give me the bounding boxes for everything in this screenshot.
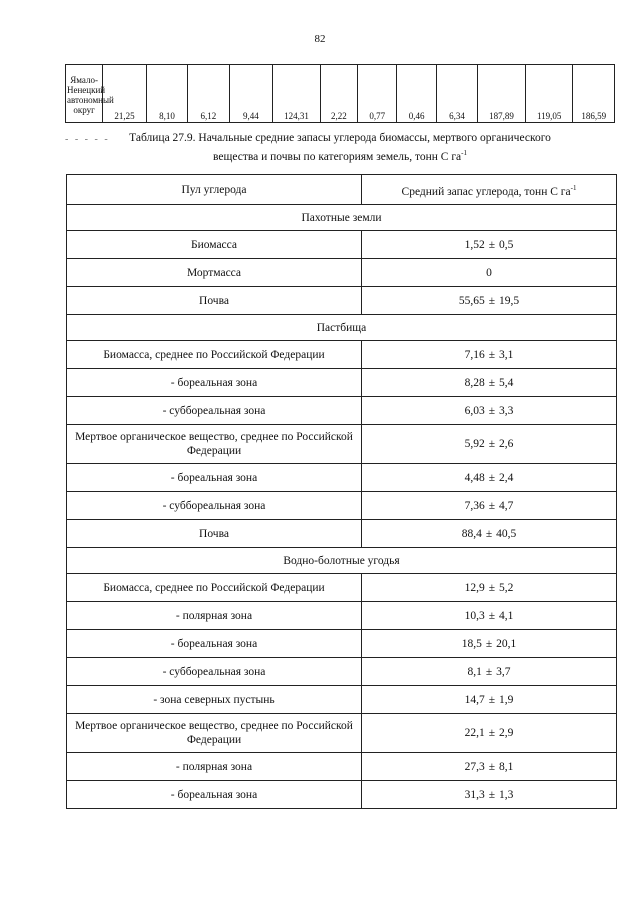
stock-value-cell: [362, 686, 617, 714]
table-row: [67, 602, 617, 630]
header-stock: [362, 175, 617, 205]
table-row: [67, 287, 617, 315]
table-row: [67, 492, 617, 520]
stock-value-cell: [362, 231, 617, 259]
table-cell: 0,46: [397, 65, 436, 123]
table-row: [67, 630, 617, 658]
plus-minus-sign: ±: [488, 348, 496, 361]
table-row: [66, 65, 615, 123]
table-cell: 119,05: [525, 65, 573, 123]
pool-label: Биомасса, среднее по Российской Федерации: [67, 574, 362, 602]
plus-minus-sign: ±: [488, 438, 496, 450]
table-cell: 6,34: [436, 65, 477, 123]
table-row: [67, 520, 617, 548]
table-cell: 124,31: [273, 65, 321, 123]
section-header-row: [67, 315, 617, 341]
table-cell: 2,22: [320, 65, 357, 123]
stock-error: 5,4: [499, 376, 514, 389]
section-header-row: [67, 548, 617, 574]
stock-value-cell: [362, 492, 617, 520]
header-pool: Пул углерода: [67, 175, 362, 205]
scan-artifact-dashes: - - - - -: [65, 134, 110, 145]
section-title: Пахотные земли: [67, 205, 617, 231]
stock-value: 10,3: [464, 609, 485, 622]
header-stock-text: Средний запас углерода, тонн С га: [401, 185, 571, 198]
pool-label: Мортмасса: [67, 259, 362, 287]
plus-minus-sign: ±: [488, 581, 496, 594]
stock-value: 4,48: [464, 471, 485, 484]
stock-value: 12,9: [464, 581, 485, 594]
table-cell: 0,77: [358, 65, 397, 123]
table-cell: 187,89: [478, 65, 526, 123]
stock-value-cell: [362, 341, 617, 369]
header-superscript: -1: [570, 183, 577, 192]
caption-line-2: [60, 146, 620, 165]
region-name: Ямало-Ненецкий автономный округ: [66, 65, 103, 123]
pool-label: - суббореальная зона: [67, 397, 362, 425]
stock-value-cell: [362, 464, 617, 492]
caption-line-2-text: вещества и почвы по категориям земель, тонн С га: [213, 150, 462, 163]
plus-minus-sign: ±: [488, 376, 496, 389]
table-row: [67, 369, 617, 397]
pool-label: Почва: [67, 287, 362, 315]
stock-value: 6,03: [464, 404, 485, 417]
pool-label: - бореальная зона: [67, 369, 362, 397]
table-cell: 21,25: [103, 65, 147, 123]
stock-value: 1,52: [464, 238, 485, 251]
table-row: [67, 341, 617, 369]
stock-value: 55,65: [458, 294, 485, 307]
stock-error: 2,4: [499, 471, 514, 484]
stock-value: 8,28: [464, 376, 485, 389]
stock-value-cell: [362, 714, 617, 753]
pool-label: Биомасса: [67, 231, 362, 259]
table-row: [67, 686, 617, 714]
stock-value: 31,3: [464, 788, 485, 801]
stock-error: 1,3: [499, 788, 514, 801]
table-body: [67, 175, 617, 809]
stock-value: 8,1: [467, 665, 482, 678]
pool-label: Почва: [67, 520, 362, 548]
stock-value: 27,3: [464, 760, 485, 773]
table-row: [67, 753, 617, 781]
table-row: [67, 231, 617, 259]
stock-value: 88,4: [461, 527, 482, 540]
pool-label: Мертвое органическое вещество, среднее по Российской Федерации: [67, 425, 362, 464]
stock-error: 40,5: [496, 527, 517, 540]
stock-value: 14,7: [464, 693, 485, 706]
stock-error: 8,1: [499, 760, 514, 773]
stock-value-cell: [362, 397, 617, 425]
stock-value: 7,16: [464, 348, 485, 361]
plus-minus-sign: ±: [488, 471, 496, 484]
table-cell: 8,10: [146, 65, 187, 123]
stock-error: 4,1: [499, 609, 514, 622]
stock-error: 3,1: [499, 348, 514, 361]
stock-value-cell: [362, 287, 617, 315]
stock-error: 4,7: [499, 499, 514, 512]
table-header-row: [67, 175, 617, 205]
stock-error: 2,6: [499, 438, 514, 450]
stock-value-cell: [362, 574, 617, 602]
stock-value-cell: [362, 259, 617, 287]
pool-label: - бореальная зона: [67, 781, 362, 809]
stock-error: 3,7: [496, 665, 511, 678]
stock-error: 20,1: [496, 637, 517, 650]
pool-label: - бореальная зона: [67, 630, 362, 658]
table-row: [67, 781, 617, 809]
stock-value-cell: [362, 425, 617, 464]
stock-value-cell: [362, 520, 617, 548]
plus-minus-sign: ±: [488, 609, 496, 622]
section-title: Водно-болотные угодья: [67, 548, 617, 574]
pool-label: Биомасса, среднее по Российской Федерации: [67, 341, 362, 369]
stock-value-cell: [362, 369, 617, 397]
plus-minus-sign: ±: [488, 238, 496, 251]
plus-minus-sign: ±: [485, 637, 493, 650]
table-cell: 186,59: [573, 65, 615, 123]
table-row: [67, 425, 617, 464]
stock-error: 3,3: [499, 404, 514, 417]
table-row: [67, 397, 617, 425]
page-number: 82: [314, 33, 326, 45]
plus-minus-sign: ±: [488, 727, 496, 739]
stock-value-cell: [362, 602, 617, 630]
stock-value: 18,5: [461, 637, 482, 650]
table-row: [67, 658, 617, 686]
stock-error: 1,9: [499, 693, 514, 706]
stock-error: 19,5: [499, 294, 520, 307]
caption-line-1: Таблица 27.9. Начальные средние запасы углерода биомассы, мертвого органического: [129, 132, 551, 144]
table-row: [67, 574, 617, 602]
stock-error: 2,9: [499, 727, 514, 739]
table-cell: 9,44: [229, 65, 273, 123]
plus-minus-sign: ±: [485, 665, 493, 678]
stock-error: 0,5: [499, 238, 514, 251]
table-row: [67, 464, 617, 492]
stock-value-cell: [362, 753, 617, 781]
plus-minus-sign: ±: [488, 404, 496, 417]
plus-minus-sign: ±: [488, 499, 496, 512]
pool-label: Мертвое органическое вещество, среднее по Российской Федерации: [67, 714, 362, 753]
stock-value: 0: [486, 266, 492, 279]
stock-value-cell: [362, 658, 617, 686]
stock-value: 22,1: [464, 727, 485, 739]
table-caption: [60, 131, 620, 165]
carbon-stock-table: [66, 174, 617, 809]
table-row: [67, 714, 617, 753]
plus-minus-sign: ±: [488, 760, 496, 773]
stock-error: 5,2: [499, 581, 514, 594]
plus-minus-sign: ±: [488, 693, 496, 706]
pool-label: - суббореальная зона: [67, 492, 362, 520]
plus-minus-sign: ±: [488, 788, 496, 801]
section-title: Пастбища: [67, 315, 617, 341]
table-row: [67, 259, 617, 287]
caption-superscript: -1: [461, 149, 467, 157]
plus-minus-sign: ±: [488, 294, 496, 307]
pool-label: - зона северных пустынь: [67, 686, 362, 714]
continuation-table: [65, 64, 615, 123]
stock-value: 7,36: [464, 499, 485, 512]
pool-label: - суббореальная зона: [67, 658, 362, 686]
stock-value-cell: [362, 630, 617, 658]
stock-value: 5,92: [464, 438, 485, 450]
pool-label: - полярная зона: [67, 753, 362, 781]
plus-minus-sign: ±: [485, 527, 493, 540]
stock-value-cell: [362, 781, 617, 809]
pool-label: - полярная зона: [67, 602, 362, 630]
table-cell: 6,12: [188, 65, 229, 123]
section-header-row: [67, 205, 617, 231]
pool-label: - бореальная зона: [67, 464, 362, 492]
